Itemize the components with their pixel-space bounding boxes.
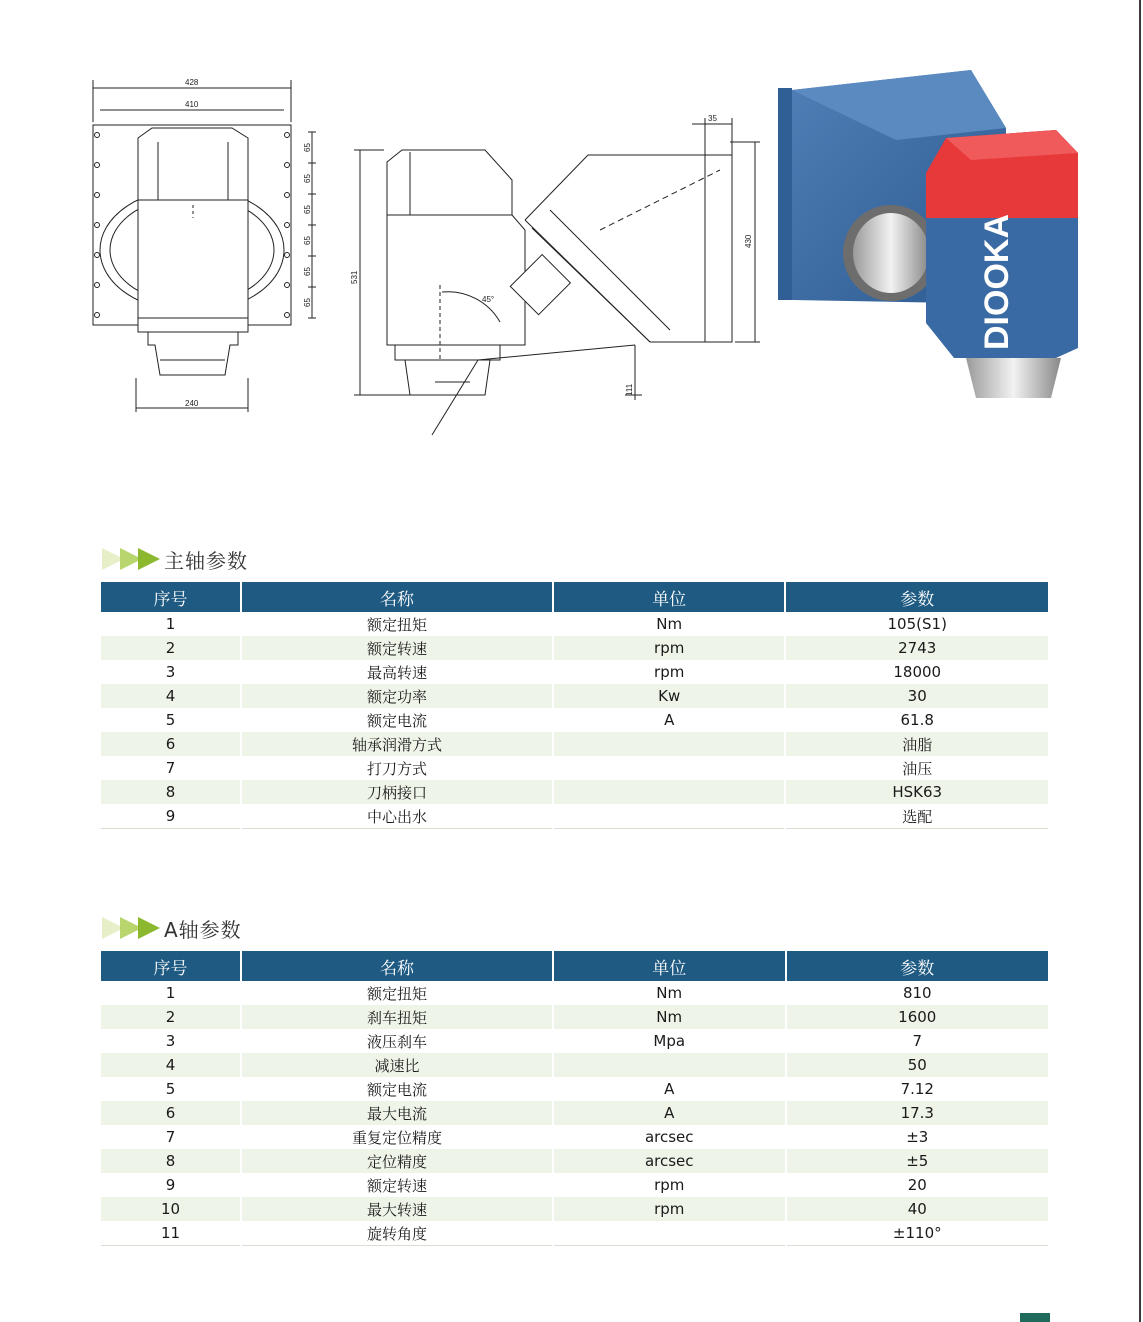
cell-name: 额定电流 (241, 1077, 553, 1101)
cell-name: 最高转速 (241, 660, 553, 684)
front-view-tool-holder (148, 332, 238, 375)
cell-index: 11 (101, 1221, 241, 1246)
table-row (101, 1101, 1048, 1125)
spindle-table-body (101, 612, 1048, 829)
dim-65-f: 65 (303, 298, 312, 307)
header-name: 名称 (241, 582, 553, 612)
cell-value: HSK63 (785, 780, 1048, 804)
cell-value: 选配 (785, 804, 1048, 829)
cell-value: 7 (786, 1029, 1048, 1053)
cell-value: 30 (785, 684, 1048, 708)
cell-value: ±110° (786, 1221, 1048, 1246)
cell-name: 额定转速 (241, 636, 553, 660)
dim-35: 35 (708, 114, 717, 123)
dim-410: 410 (185, 100, 199, 109)
dim-angle-45: 45° (482, 295, 495, 304)
table-row (101, 636, 1048, 660)
header-name: 名称 (241, 951, 553, 981)
cell-unit: A (553, 1077, 786, 1101)
cell-value: 17.3 (786, 1101, 1048, 1125)
cell-unit (553, 1221, 786, 1246)
cell-name: 重复定位精度 (241, 1125, 553, 1149)
cell-unit (553, 756, 786, 780)
side-view-body (387, 215, 525, 345)
dim-430: 430 (744, 234, 753, 248)
header-index: 序号 (101, 582, 241, 612)
cell-name: 打刀方式 (241, 756, 553, 780)
header-unit: 单位 (553, 951, 786, 981)
header-value: 参数 (785, 582, 1048, 612)
cell-name: 刹车扭矩 (241, 1005, 553, 1029)
table-row (101, 981, 1048, 1005)
cell-index: 8 (101, 1149, 241, 1173)
table-row (101, 1197, 1048, 1221)
dim-65-d: 65 (303, 236, 312, 245)
table-row (101, 780, 1048, 804)
cell-value: 105(S1) (785, 612, 1048, 636)
cell-unit: Nm (553, 1005, 786, 1029)
spindle-section-title (102, 544, 248, 574)
table-row (101, 612, 1048, 636)
cell-index: 3 (165, 663, 176, 681)
cell-unit: rpm (553, 636, 786, 660)
table-header-row (101, 951, 1048, 981)
chevron-arrows-icon (102, 917, 156, 939)
cell-index: 5 (165, 711, 176, 729)
cell-value: 2743 (785, 636, 1048, 660)
cell-name: 额定转速 (241, 1173, 553, 1197)
cell-unit (553, 1053, 786, 1077)
cell-value: 40 (786, 1197, 1048, 1221)
dim-428: 428 (185, 78, 199, 87)
dim-111: 111 (625, 383, 634, 396)
cell-unit: arcsec (553, 1149, 786, 1173)
cell-name: 额定功率 (241, 684, 553, 708)
a-axis-title-label: A轴参数 (164, 917, 242, 942)
cell-unit: Nm (553, 612, 786, 636)
cell-index: 2 (101, 636, 241, 660)
table-row (101, 1221, 1048, 1246)
cell-value: 18000 (785, 660, 1048, 684)
cell-index: 9 (165, 1176, 176, 1194)
technical-drawing (80, 60, 760, 440)
table-row (101, 756, 1048, 780)
cell-unit: A (553, 1101, 786, 1125)
table-row (101, 708, 1048, 732)
table-row (101, 1005, 1048, 1029)
front-view-spindle-body (138, 128, 248, 318)
chevron-arrows-icon (102, 548, 156, 570)
cell-index: 6 (101, 732, 241, 756)
cell-name: 额定扭矩 (241, 981, 553, 1005)
cell-index: 1 (165, 984, 176, 1002)
side-view-motor-cap (387, 150, 512, 215)
render-mount-plate (778, 88, 792, 300)
spindle-params-table (101, 582, 1048, 829)
cell-unit: Kw (553, 684, 786, 708)
cell-name: 液压刹车 (241, 1029, 553, 1053)
side-view-a-axis-housing (525, 155, 732, 342)
cell-index: 4 (101, 684, 241, 708)
cell-index: 7 (165, 759, 176, 777)
spindle-title-label: 主轴参数 (164, 548, 248, 573)
cell-value: 50 (786, 1053, 1048, 1077)
product-render (776, 68, 1081, 408)
page-edge-rule (1139, 0, 1141, 1322)
dim-65-a: 65 (303, 143, 312, 152)
cell-index: 6 (101, 1101, 241, 1125)
cell-value: 1600 (786, 1005, 1048, 1029)
cell-value: 油脂 (785, 732, 1048, 756)
table-row (101, 1053, 1048, 1077)
cell-unit: rpm (553, 1173, 786, 1197)
cell-unit: A (553, 708, 786, 732)
table-row (101, 1149, 1048, 1173)
dim-531: 531 (350, 270, 359, 284)
cell-unit: rpm (553, 660, 786, 684)
table-row (101, 1029, 1048, 1053)
cell-name: 最大电流 (241, 1101, 553, 1125)
dim-240: 240 (185, 399, 199, 408)
table-row (101, 1125, 1048, 1149)
cell-name: 中心出水 (241, 804, 553, 829)
cell-name: 旋转角度 (241, 1221, 553, 1246)
header-value: 参数 (786, 951, 1048, 981)
cell-name: 最大转速 (241, 1197, 553, 1221)
cell-index: 1 (165, 615, 176, 633)
cell-index: 8 (101, 780, 241, 804)
table-row (101, 804, 1048, 829)
cell-index: 9 (101, 804, 241, 829)
cell-value: 61.8 (785, 708, 1048, 732)
table-header-row (101, 582, 1048, 612)
dim-65-b: 65 (303, 174, 312, 183)
cell-value: ±5 (786, 1149, 1048, 1173)
cell-unit (553, 780, 786, 804)
cell-value: 810 (786, 981, 1048, 1005)
dim-65-c: 65 (303, 205, 312, 214)
cell-name: 定位精度 (241, 1149, 553, 1173)
cell-name: 额定扭矩 (241, 612, 553, 636)
render-bearing-ring (853, 213, 929, 293)
cell-index: 7 (165, 1128, 176, 1146)
render-brand-logo: DIOOKA (978, 214, 1016, 350)
cell-unit: arcsec (553, 1125, 786, 1149)
cell-name: 减速比 (241, 1053, 553, 1077)
table-row (101, 732, 1048, 756)
table-row (101, 684, 1048, 708)
cell-name: 刀柄接口 (241, 780, 553, 804)
cell-unit (553, 804, 786, 829)
header-unit: 单位 (553, 582, 786, 612)
render-tool-holder (966, 358, 1061, 398)
cell-index: 2 (101, 1005, 241, 1029)
cell-index: 5 (165, 1080, 176, 1098)
cell-name: 轴承润滑方式 (241, 732, 553, 756)
cell-unit: Mpa (553, 1029, 786, 1053)
a-axis-table-body (101, 981, 1048, 1246)
table-row (101, 1173, 1048, 1197)
cell-unit: rpm (553, 1197, 786, 1221)
dim-65-e: 65 (303, 267, 312, 276)
cell-index: 4 (101, 1053, 241, 1077)
cell-value: 7.12 (786, 1077, 1048, 1101)
page-number-tab (1020, 1313, 1050, 1322)
cell-value: 油压 (785, 756, 1048, 780)
cell-name: 额定电流 (241, 708, 553, 732)
a-axis-params-table (101, 951, 1048, 1246)
cell-value: ±3 (786, 1125, 1048, 1149)
cell-unit: Nm (553, 981, 786, 1005)
table-row (101, 1077, 1048, 1101)
a-axis-section-title (102, 913, 242, 943)
table-row (101, 660, 1048, 684)
cell-index: 3 (165, 1032, 176, 1050)
cell-unit (553, 732, 786, 756)
header-index: 序号 (101, 951, 241, 981)
cell-value: 20 (786, 1173, 1048, 1197)
cell-index: 10 (101, 1197, 241, 1221)
